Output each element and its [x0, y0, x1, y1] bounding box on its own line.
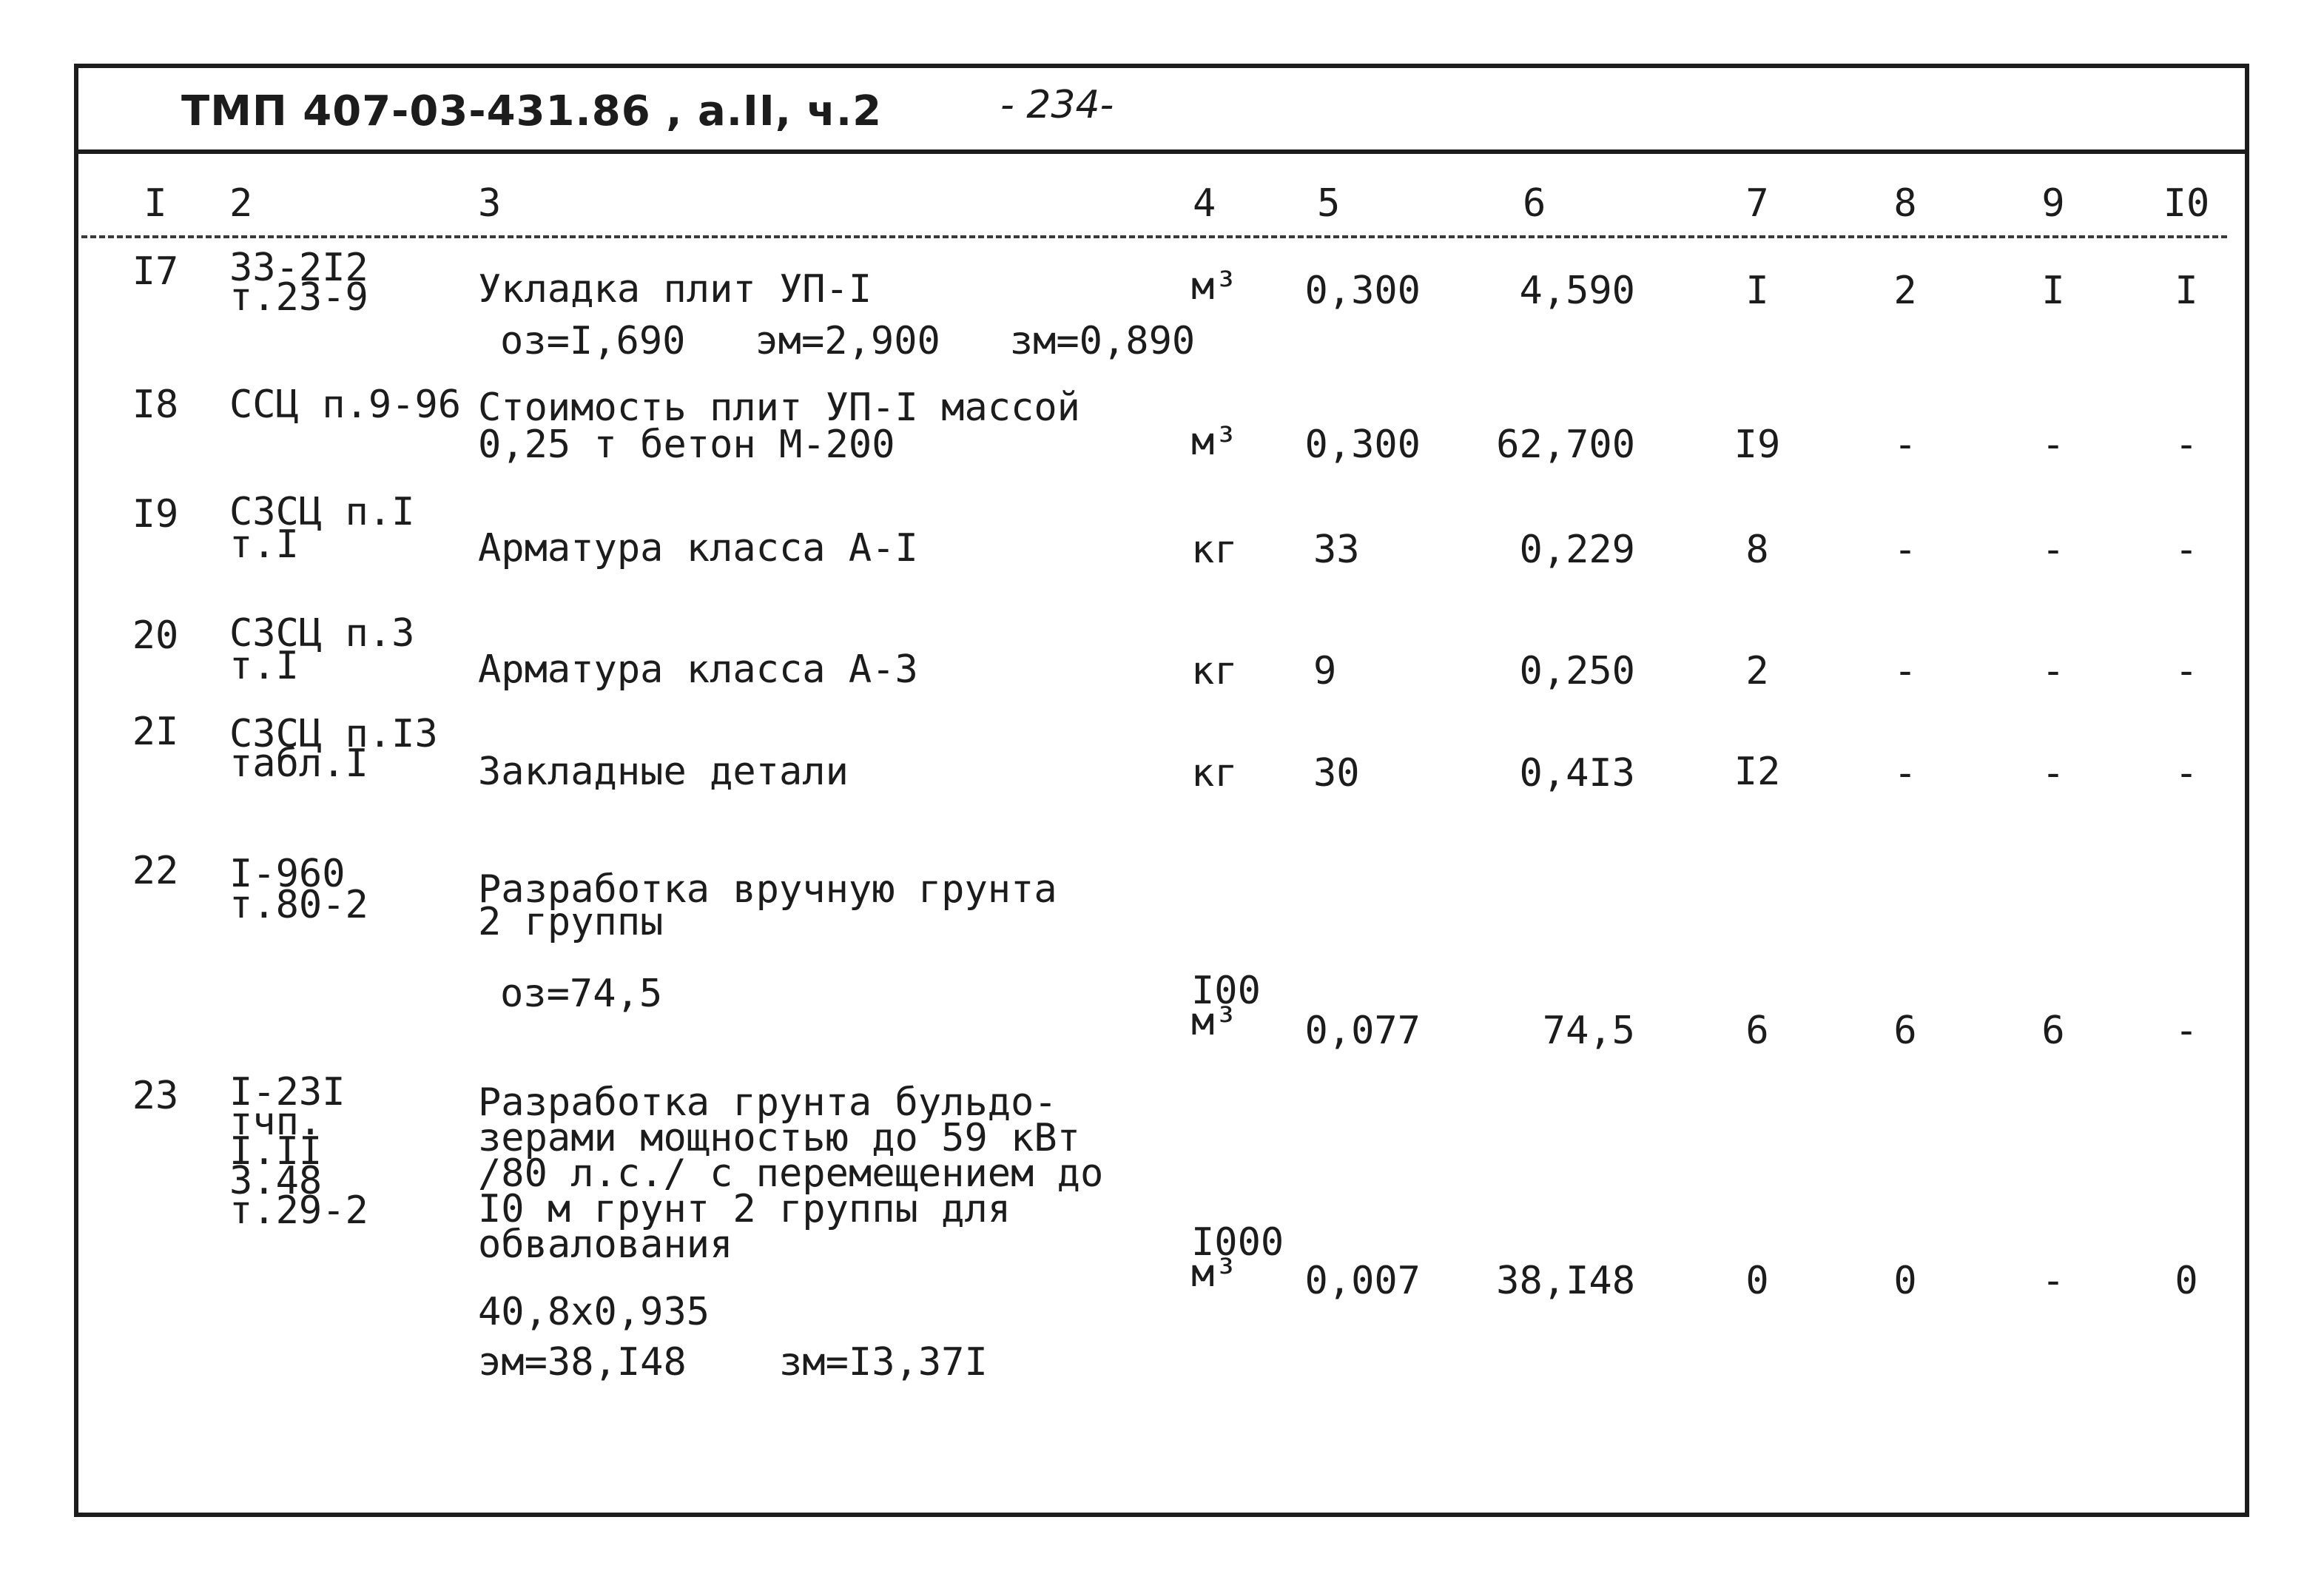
column-number-9: 9	[2041, 181, 2065, 226]
row-number: 20	[132, 613, 179, 658]
row-unit: кг	[1191, 528, 1238, 572]
row-quantity: 0,007	[1304, 1259, 1421, 1303]
column-number-3: 3	[478, 181, 502, 226]
row-col7: I	[1745, 269, 1769, 313]
row-reference: 33-2I2 т.23-9	[229, 246, 368, 320]
row-unit: I000 м³	[1191, 1220, 1284, 1296]
row-description: Арматура класса А-3	[478, 648, 918, 692]
column-number-4: 4	[1193, 181, 1216, 226]
row-description: Разработка вручную грунта 2 группы	[478, 867, 1057, 944]
row-number: 23	[132, 1074, 179, 1118]
row-reference: СЗСЦ п.I т.I	[229, 490, 415, 567]
row-col8: -	[1893, 528, 1917, 572]
row-col7: 2	[1745, 649, 1769, 693]
row-unit-price: 74,5	[1542, 1009, 1635, 1053]
row-col7: 8	[1745, 528, 1769, 572]
row-number: I7	[132, 249, 179, 294]
column-number-2: 2	[229, 181, 253, 226]
row-description: Укладка плит УП-I	[478, 267, 872, 312]
row-col8: 0	[1893, 1259, 1917, 1303]
row-unit-price: 4,590	[1519, 269, 1635, 313]
row-col9: -	[2041, 1259, 2065, 1303]
column-number-6: 6	[1523, 181, 1546, 226]
row-col9: -	[2041, 751, 2065, 796]
row-reference: ССЦ п.9-96	[229, 383, 462, 427]
row-reference: I-23I тчп. I.II 3.48 т.29-2	[229, 1070, 368, 1233]
row-number: I8	[132, 383, 179, 427]
row-col8: 2	[1893, 269, 1917, 313]
row-unit: м³	[1191, 420, 1238, 464]
row-col9: -	[2041, 528, 2065, 572]
row-number: I9	[132, 492, 179, 536]
row-reference: I-960 т.80-2	[229, 852, 368, 927]
page-number: - 234-	[1000, 83, 1114, 127]
column-number-10: I0	[2163, 181, 2210, 226]
row-col9: -	[2041, 423, 2065, 467]
row-number: 22	[132, 849, 179, 893]
row-description: Стоимость плит УП-I массой 0,25 т бетон М-200	[478, 386, 1080, 467]
row-unit-price: 0,229	[1519, 528, 1635, 572]
row-col7: I9	[1734, 423, 1781, 467]
row-col9: -	[2041, 649, 2065, 693]
row-calculation: 40,8х0,935	[478, 1290, 710, 1334]
row-col9: I	[2041, 269, 2065, 313]
row-col10: -	[2175, 1009, 2198, 1053]
row-unit: кг	[1191, 751, 1238, 796]
row-unit-price: 0,250	[1519, 649, 1635, 693]
document-code: ТМП 407-03-431.86 , а.II, ч.2	[181, 87, 883, 135]
row-description: Закладные детали	[478, 750, 849, 794]
row-cost-breakdown: оз=74,5	[500, 972, 663, 1016]
row-unit: кг	[1191, 649, 1238, 693]
row-cost-breakdown: эм=38,I48 зм=I3,37I	[478, 1340, 988, 1385]
row-unit: м³	[1191, 264, 1238, 309]
row-col10: -	[2175, 649, 2198, 693]
row-quantity: 0,077	[1304, 1009, 1421, 1053]
row-col10: I	[2175, 269, 2198, 313]
row-col9: 6	[2041, 1009, 2065, 1053]
row-quantity: 9	[1313, 649, 1337, 693]
row-unit-price: 0,4I3	[1519, 751, 1635, 796]
row-col8: -	[1893, 423, 1917, 467]
row-col8: -	[1893, 751, 1917, 796]
column-number-divider	[81, 235, 2227, 238]
row-quantity: 0,300	[1304, 269, 1421, 313]
row-reference: СЗСЦ п.3 т.I	[229, 611, 415, 688]
row-description: Арматура класса А-I	[478, 526, 918, 571]
row-unit-price: 38,I48	[1496, 1259, 1635, 1303]
row-number: 2I	[132, 710, 179, 754]
column-number-8: 8	[1893, 181, 1917, 226]
row-cost-breakdown: оз=I,690 эм=2,900 зм=0,890	[500, 319, 1196, 363]
row-col10: 0	[2175, 1259, 2198, 1303]
row-unit-price: 62,700	[1496, 423, 1635, 467]
row-col8: -	[1893, 649, 1917, 693]
row-col7: 0	[1745, 1259, 1769, 1303]
row-description: Разработка грунта бульдо- зерами мощностью до 59 кВт /80 л.с./ с перемещением до I0 м грунт 2 группы для обвалования	[478, 1080, 1104, 1267]
row-unit: I00 м³	[1191, 969, 1261, 1044]
row-col8: 6	[1893, 1009, 1917, 1053]
row-col7: I2	[1734, 750, 1781, 794]
row-quantity: 30	[1313, 751, 1360, 796]
row-col10: -	[2175, 423, 2198, 467]
row-col10: -	[2175, 528, 2198, 572]
row-col10: -	[2175, 751, 2198, 796]
column-number-7: 7	[1745, 181, 1769, 226]
column-number-5: 5	[1317, 181, 1341, 226]
row-reference: СЗСЦ п.I3 табл.I	[229, 712, 438, 786]
row-quantity: 33	[1313, 528, 1360, 572]
row-quantity: 0,300	[1304, 423, 1421, 467]
column-number-1: I	[144, 181, 167, 226]
row-col7: 6	[1745, 1009, 1769, 1053]
